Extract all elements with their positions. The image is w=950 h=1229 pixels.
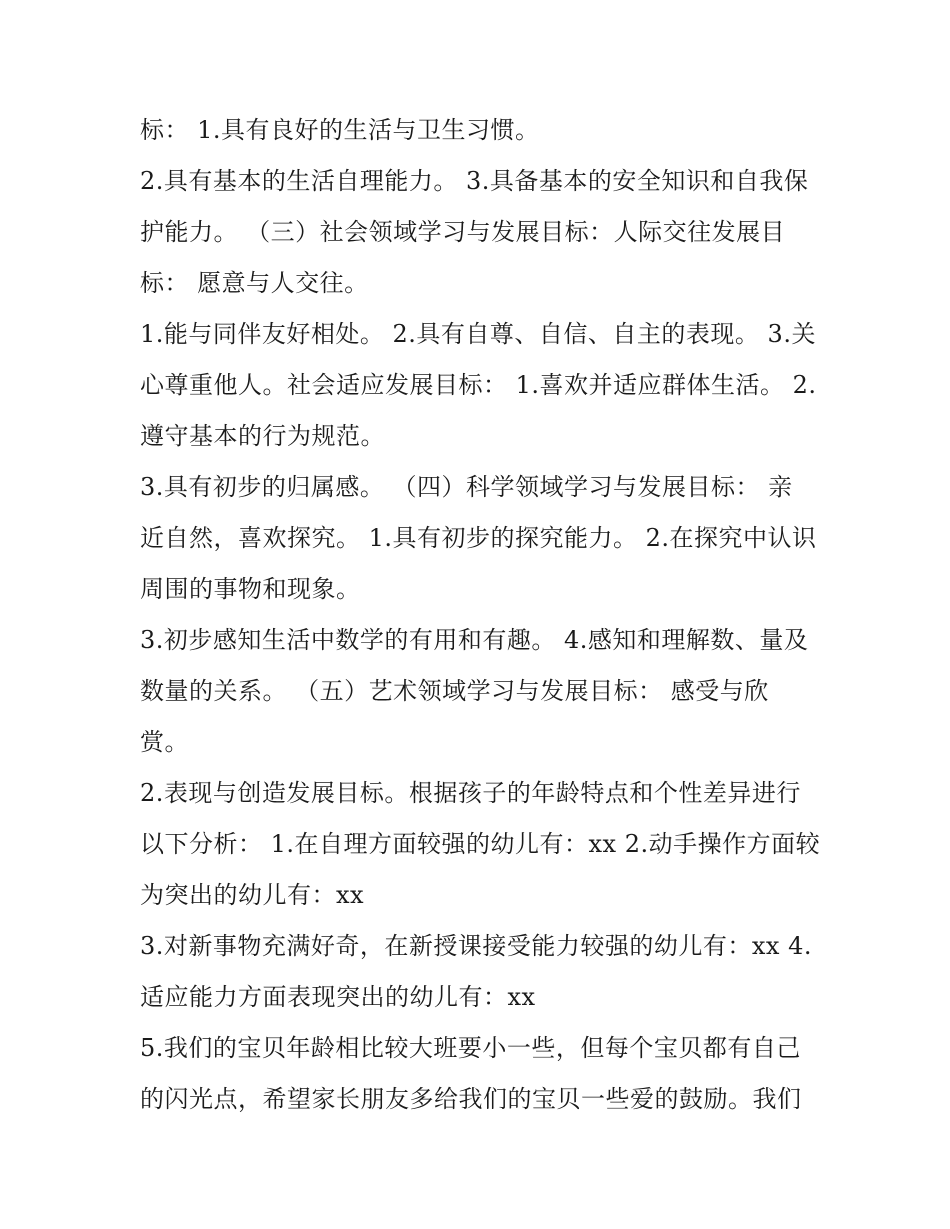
text-line: 的闪光点，希望家长朋友多给我们的宝贝一些爱的鼓励。我们 (140, 1085, 802, 1113)
text-line: 心尊重他人。社会适应发展目标： 1.喜欢并适应群体生活。 2. (140, 371, 817, 399)
text-line: 近自然，喜欢探究。 1.具有初步的探究能力。 2.在探究中认识 (140, 524, 817, 552)
text-line: 3.对新事物充满好奇，在新授课接受能力较强的幼儿有：xx 4. (140, 932, 812, 960)
text-line: 适应能力方面表现突出的幼儿有：xx (140, 983, 536, 1011)
text-line: 标： 1.具有良好的生活与卫生习惯。 (140, 116, 540, 144)
text-line: 赏。 (140, 728, 189, 756)
text-line: 遵守基本的行为规范。 (140, 422, 385, 450)
text-line: 1.能与同伴友好相处。 2.具有自尊、自信、自主的表现。 3.关 (140, 320, 816, 348)
text-line: 3.具有初步的归属感。 （四）科学领域学习与发展目标： 亲 (140, 473, 793, 501)
text-line: 周围的事物和现象。 (140, 575, 361, 603)
text-line: 5.我们的宝贝年龄相比较大班要小一些，但每个宝贝都有自己 (140, 1034, 801, 1062)
text-line: 数量的关系。 （五）艺术领域学习与发展目标： 感受与欣 (140, 677, 769, 705)
text-line: 2.具有基本的生活自理能力。 3.具备基本的安全知识和自我保 (140, 167, 809, 195)
text-line: 护能力。 （三）社会领域学习与发展目标：人际交往发展目 (140, 218, 786, 246)
text-line: 3.初步感知生活中数学的有用和有趣。 4.感知和理解数、量及 (140, 626, 809, 654)
text-line: 以下分析： 1.在自理方面较强的幼儿有：xx 2.动手操作方面较 (140, 830, 821, 858)
text-line: 标： 愿意与人交往。 (140, 269, 369, 297)
text-line: 为突出的幼儿有：xx (140, 881, 365, 909)
text-line: 2.表现与创造发展目标。根据孩子的年龄特点和个性差异进行 (140, 779, 801, 807)
